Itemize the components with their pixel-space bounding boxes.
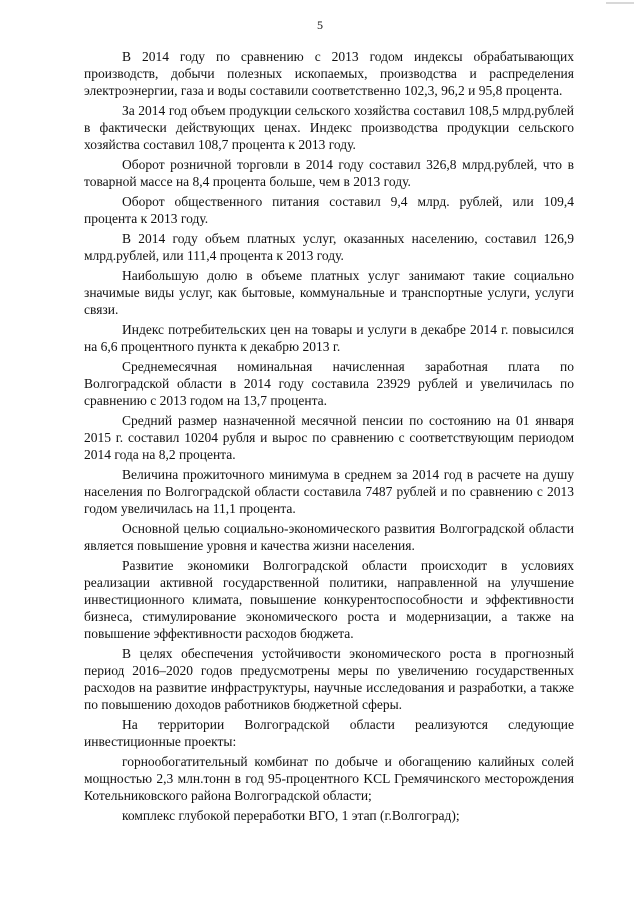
paragraph-main-goal: Основной целью социально-экономического развития Волгоградской области является повышение уровня и качества жизни населения. — [84, 521, 574, 553]
page-number: 5 — [317, 18, 323, 32]
list-item-potash-plant: горнообогатительный комбинат по добыче и обогащению калийных солей мощностью 2,3 млн.тонн в год 95-процентного KCL Гремячинского месторождения Котельниковского района Волгоградской области; — [84, 754, 574, 803]
paragraph-investment-intro: На территории Волгоградской области реализуются следующие инвестиционные проекты: — [84, 717, 574, 749]
scan-artifact — [606, 2, 634, 4]
list-item-vgo-complex: комплекс глубокой переработки ВГО, 1 этап (г.Волгоград); — [122, 808, 460, 823]
paragraph-average-wage: Среднемесячная номинальная начисленная заработная плата по Волгоградской области в 2014 году составила 23929 рублей и увеличилась по сравнению с 2013 годом на 13,7 процента. — [84, 359, 574, 408]
document-body — [84, 48, 574, 827]
paragraph-subsistence-minimum: Величина прожиточного минимума в среднем за 2014 год в расчете на душу населения по Волгоградской области составила 7487 рублей и по сравнению с 2013 годом увеличилась на 11,1 процента. — [84, 467, 574, 516]
paragraph-economic-development: Развитие экономики Волгоградской области происходит в условиях реализации активной государственной политики, направленной на улучшение инвестиционного климата, повышение конкурентоспособности и эффективности бизнеса, стимулирование экономического роста и модернизации, а также на повышение эффективности расходов бюджета. — [84, 558, 574, 641]
paragraph-forecast-measures: В целях обеспечения устойчивости экономического роста в прогнозный период 2016–2020 годов предусмотрены меры по увеличению государственных расходов на развитие инфраструктуры, научные исследования и разработки, а также по повышению доходов работников бюджетной сферы. — [84, 646, 574, 712]
paragraph-consumer-prices: Индекс потребительских цен на товары и услуги в декабре 2014 г. повысился на 6,6 процентного пункта к декабрю 2013 г. — [84, 322, 574, 354]
paragraph-retail-trade: Оборот розничной торговли в 2014 году составил 326,8 млрд.рублей, что в товарной массе на 8,4 процента больше, чем в 2013 году. — [84, 157, 574, 189]
paragraph-services-share: Наибольшую долю в объеме платных услуг занимают такие социально значимые виды услуг, как бытовые, коммунальные и транспортные услуги, услуги связи. — [84, 268, 574, 317]
paragraph-agriculture: За 2014 год объем продукции сельского хозяйства составил 108,5 млрд.рублей в фактически действующих ценах. Индекс производства продукции сельского хозяйства составил 108,7 процента к 2013 году. — [84, 103, 574, 152]
paragraph-pension: Средний размер назначенной месячной пенсии по состоянию на 01 января 2015 г. составил 10204 рубля и вырос по сравнению с соответствующим периодом 2014 года на 8,2 процента. — [84, 413, 574, 462]
paragraph-catering: Оборот общественного питания составил 9,4 млрд. рублей, или 109,4 процента к 2013 году. — [84, 194, 574, 226]
paragraph-industry-indices: В 2014 году по сравнению с 2013 годом индексы обрабатывающих производств, добычи полезных ископаемых, производства и распределения электроэнергии, газа и воды составили соответственно 102,3, 96,2 и 95,8 процента. — [84, 49, 574, 98]
paragraph-paid-services: В 2014 году объем платных услуг, оказанных населению, составил 126,9 млрд.рублей, или 111,4 процента к 2013 году. — [84, 231, 574, 263]
